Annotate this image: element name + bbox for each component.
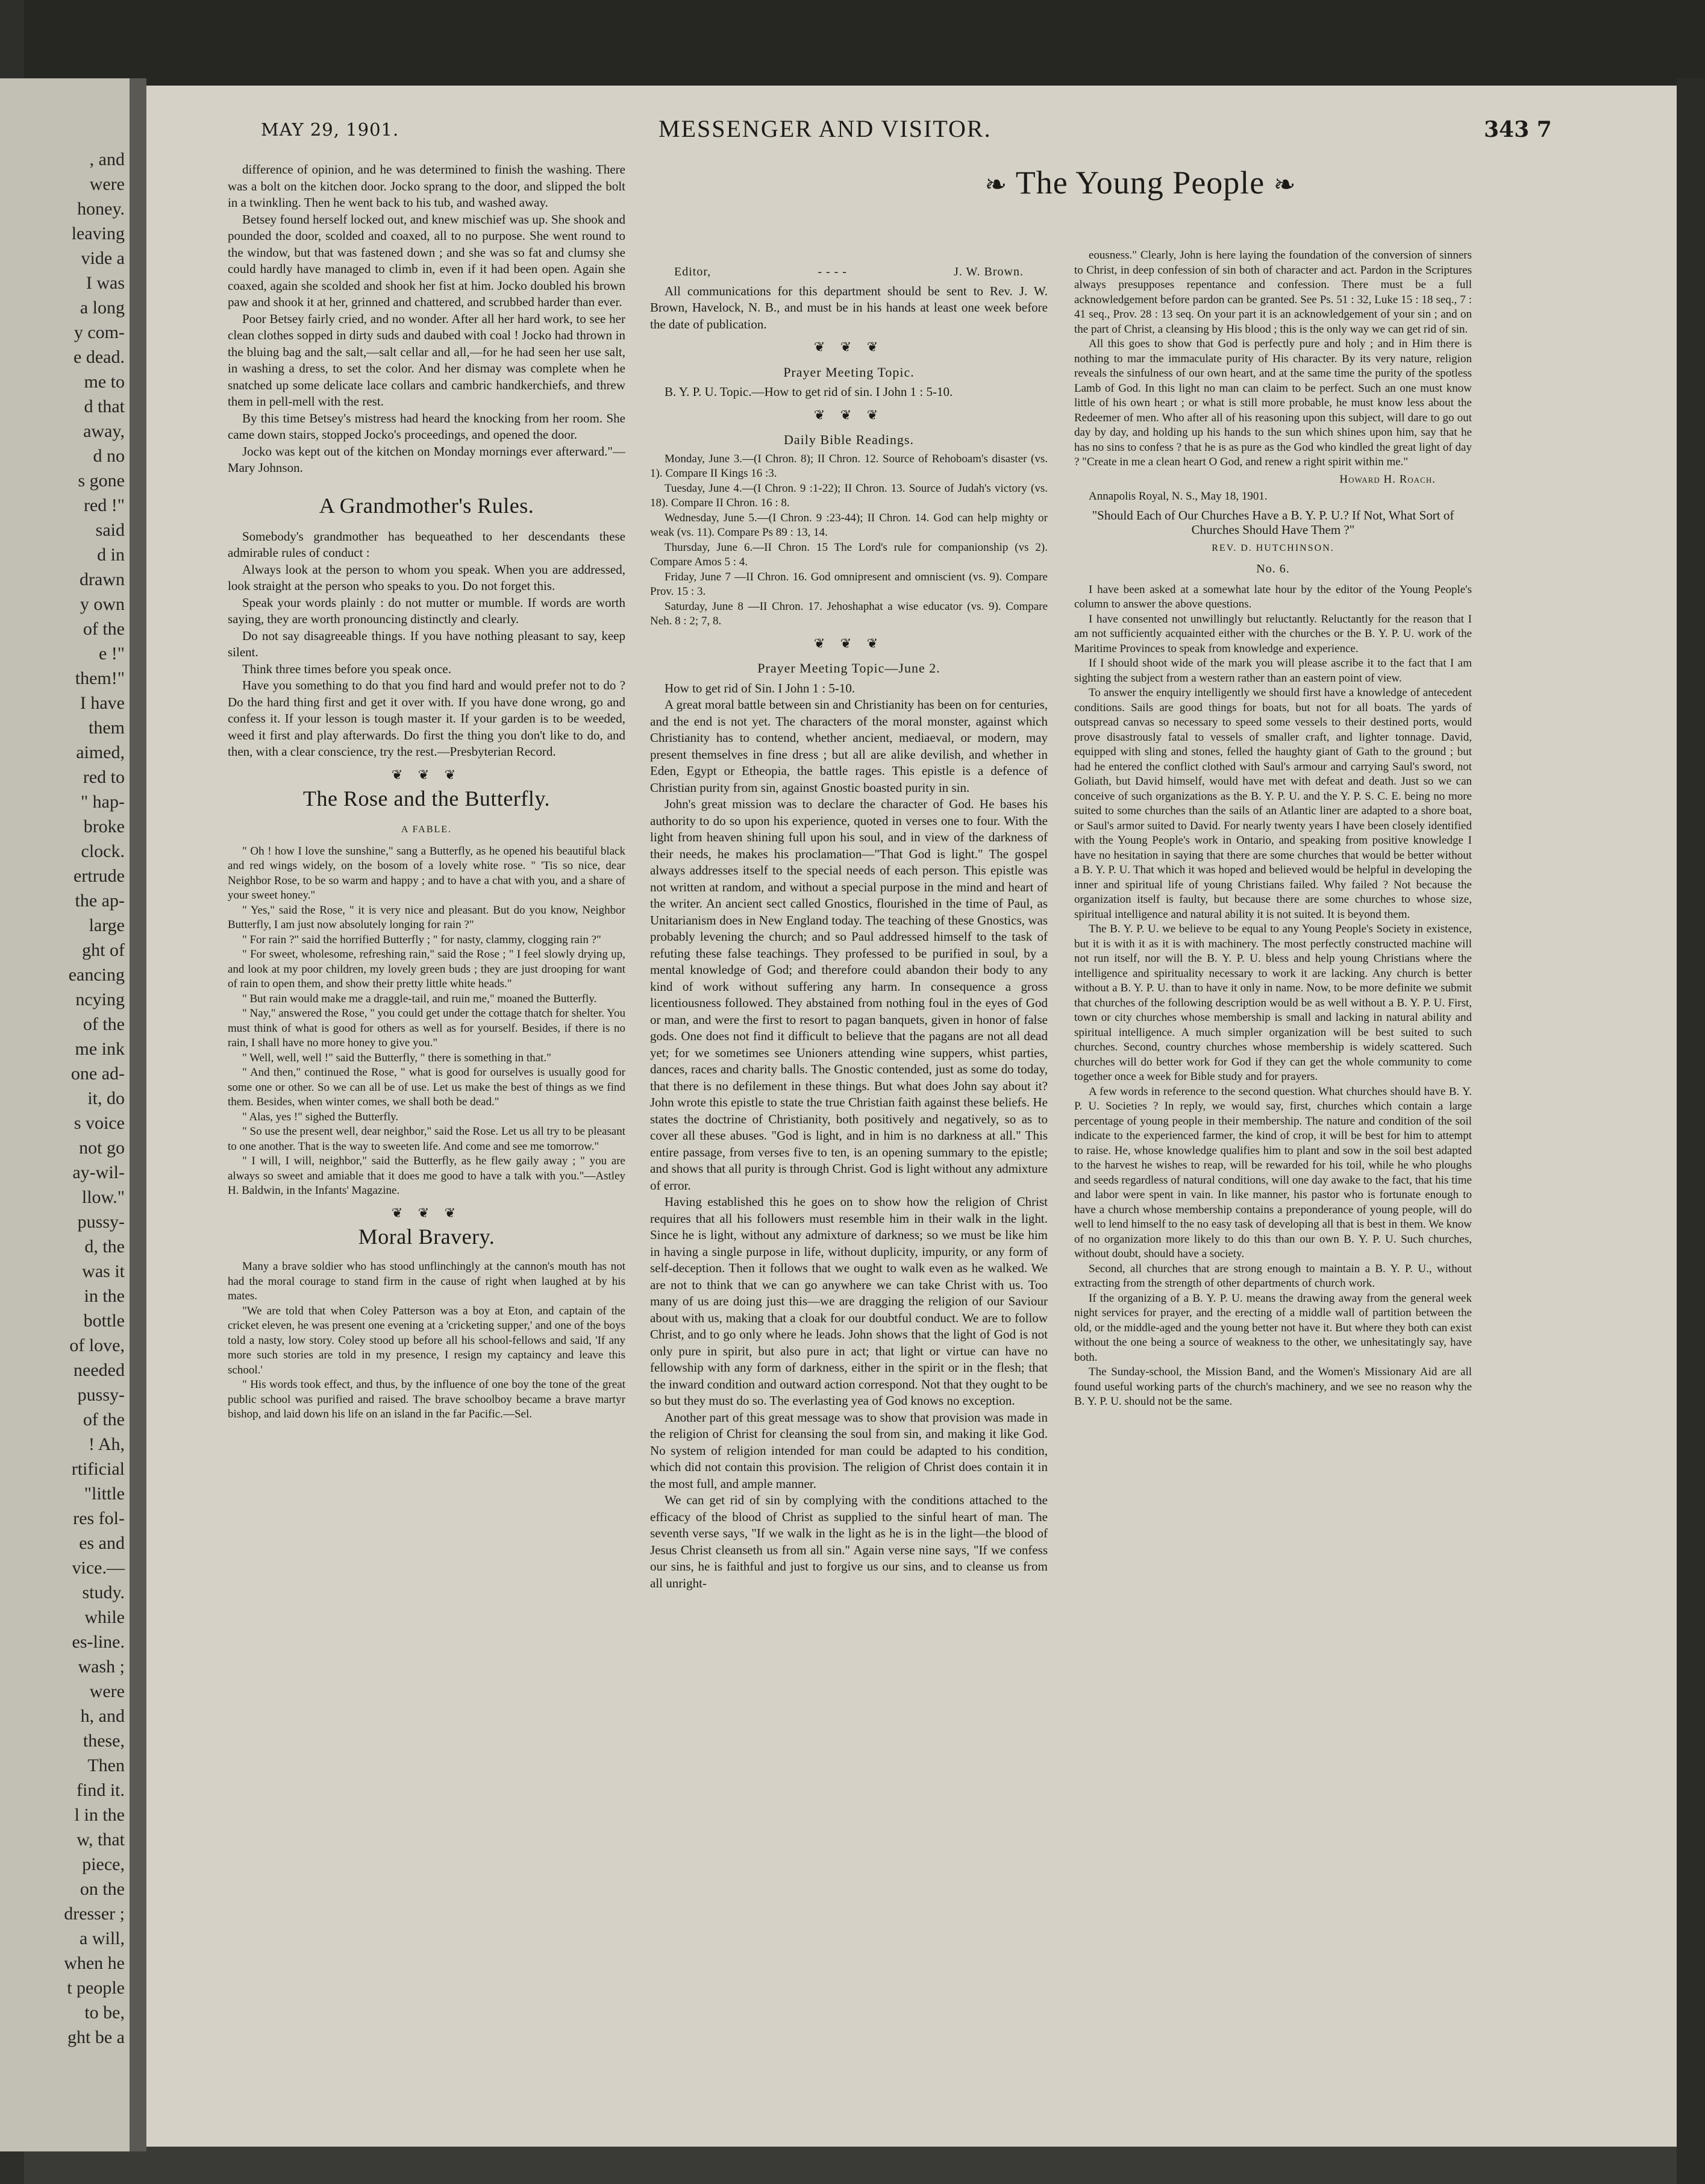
lesson-paragraph: Having established this he goes on to show how the religion of Christ requires that all his followers must resemble him in their walk in the light. Since he is light, without any admixture of darkness; so we must be like him in having a single purpose in life, without duplicity, impurity, or any form of self-deception. Then it follows that we ought to walk even as he walked. We are not to think that we can go anywhere we can take Christ with us. Too many of us are doing just this—we are dragging the religion of our Saviour about with us, making that a cloak for our doubtful conduct. We are to follow Christ, and to go only where he leads. John shows that the light of God is not only pure in spirit, but also pure in act; that light or virtue can have no fellowship with any form of darkness, either in the spirit or in the flesh; that the inward condition and outward action correspond. Not that they ought to be so but they must do so. The everlasting yea of God knows no exception. xyxy=(650,1194,1048,1408)
prev-page-line: away, xyxy=(83,421,125,441)
dateline: Annapolis Royal, N. S., May 18, 1901. xyxy=(1089,490,1268,503)
prev-page-line: of the xyxy=(83,1410,125,1429)
column-1 xyxy=(228,162,625,1422)
prev-page-line: s voice xyxy=(74,1113,125,1133)
prev-page-line: wash ; xyxy=(78,1657,125,1677)
prev-page-line: it, do xyxy=(87,1088,125,1108)
prev-page-line: d no xyxy=(93,446,125,466)
prev-page-line: a long xyxy=(80,298,125,318)
lesson-paragraph: John's great mission was to declare the character of God. He bases his authority to do so upon his experience, quoted in verses one to four. With the light from heaven shining full upon his soul, and in view of the darkness of their needs, he makes his proclamation—"That God is light." The gospel always addresses itself to the special needs of each person. This epistle was not written at random, and without a special purpose in the mind and heart of the writer. An ancient sect called Gnostics, flourished in the time of Paul, as Unitarianism does in New England today. The teaching of these Gnostics, was probably levening the church; and so Paul addressed himself to the task of refuting these false teachings. They professed to be purified in soul, by a mental knowledge of God; and therefore could abandon their body to any kind of work without suffering any harm. In consequence a gross licentiousness followed. They abstained from nothing foul in the eyes of God or man, and were the first to resort to pagan banquets, given in honor of false gods. One does not find it difficult to believe that the pagans are not all dead yet; for we sometimes see Unioners attending wine suppers, whist parties, dances, races and charity balls. The Gnostic contended, just as some do today, that there is no defilement in these things. But what does John say about it? John wrote this epistle to state the true Christian faith against these beliefs. He states the doctrine of Christianity, both positively and negatively, so as to cover all these abuses. "God is light, and in him is no darkness at all." This entire passage, from verses five to ten, is an opening summary to the epistle; and shows that all purity is through Christ. God is light without any admixture of error. xyxy=(650,797,1048,1193)
ornament-divider: ❦ ❦ ❦ xyxy=(813,407,884,422)
prev-page-line: es and xyxy=(79,1533,125,1553)
prev-page-line: find it. xyxy=(77,1780,125,1800)
prev-page-line: study. xyxy=(82,1583,125,1602)
ornament-divider: ❦ ❦ ❦ xyxy=(391,767,462,782)
section-title-text: The Young People xyxy=(1015,165,1265,201)
running-head xyxy=(146,115,1677,151)
prev-page-line: red to xyxy=(83,767,125,787)
article-paragraph: I have been asked at a somewhat late hour by the editor of the Young People's column to answer the above questions. xyxy=(1074,583,1472,610)
column-3 xyxy=(1074,248,1472,1410)
prev-page-line: on the xyxy=(80,1879,125,1899)
prev-page-line: these, xyxy=(83,1731,125,1751)
scan-border-right xyxy=(1677,78,1705,2184)
bible-reading-entry: Monday, June 3.—(I Chron. 8); II Chron. 12. Source of Rehoboam's disaster (vs. 1). Compare II Kings 16 :3. xyxy=(650,452,1048,480)
article-paragraph: To answer the enquiry intelligently we should first have a knowledge of antecedent conditions. Sails are good things for boats, but not for all boats. The yards of outspread canvas so necessary to speed some vessels to their destined ports, would prove disastrously fatal to vessels of smaller craft, and lighter tonnage. David, equipped with sling and stones, felled the haughty giant of Gath to the ground ; but had he entered the conflict clothed with Saul's armour and carrying Saul's sword, not Goliath, but David himself, would have met with defeat and death. Just so we can conceive of such organizations as the B. Y. P. U. and the Y. P. S. C. E. being no more suited to some churches than the sails of an Atlantic liner are adapted to a shore boat, or Saul's armor suited to David. For nearly twenty years I have been closely identified with the Young People's work in Ontario, and speaking from positive knowledge I have no hesitation in saying that there are some churches that would be better without a B. Y. P. U. That which it was hoped and believed would be helpful in developing the inner and spiritual life of young Christians failed. Why failed ? Not because the organization itself is faulty, but because there are some churches to whose size, spiritual intelligence and natural ability it is not suited. It is beyond them. xyxy=(1074,686,1472,921)
prev-page-line: e dead. xyxy=(74,347,125,367)
grandmother-paragraph: Always look at the person to whom you speak. When you are addressed, look straight at the person who speaks to you. Do not forget this. xyxy=(228,562,625,593)
prev-page-line: a will, xyxy=(80,1928,125,1948)
topic-text: B. Y. P. U. Topic.—How to get rid of sin. I John 1 : 5-10. xyxy=(665,384,953,399)
prev-page-line: vice.— xyxy=(72,1558,125,1578)
scan-border-top xyxy=(0,0,1705,90)
communications-note: All communications for this department should be sent to Rev. J. W. Brown, Havelock, N. B., and must be in his hands at least one week before the date of publication. xyxy=(650,283,1048,331)
bible-reading-entry: Thursday, June 6.—II Chron. 15 The Lord's rule for companionship (vs 2). Compare Amos 5 : 4. xyxy=(650,541,1048,568)
grandmother-paragraph: Speak your words plainly : do not mutter or mumble. If words are worth saying, they are worth pronouncing distinctly and clearly. xyxy=(228,595,625,626)
lesson-paragraph: Another part of this great message was to show that provision was made in the religion of Christ for cleansing the soul from sin, and making it like God. No system of religion intended for man could be adapted to his condition, which did not contain this provision. The religion of Christ does contain it in the most full, and ample manner. xyxy=(650,1410,1048,1491)
prev-page-line: h, and xyxy=(80,1706,125,1726)
fable-paragraph: " Nay," answered the Rose, " you could get under the cottage thatch for shelter. You must think of what is good for others as well as for yourself. Besides, if there is no rain, I shall have no more honey to give you." xyxy=(228,1007,625,1049)
prev-page-line: w, that xyxy=(77,1830,125,1850)
editor-label: Editor, xyxy=(674,265,712,278)
article-paragraph: If the organizing of a B. Y. P. U. means the drawing away from the general week night services for prayer, and the erecting of a middle wall of partition between the old, or the middle-aged and the young better not have it. But where they both can exist without the one being a source of weakness to the other, we unhesitatingly say, have both. xyxy=(1074,1291,1472,1364)
prev-page-line: y own xyxy=(80,594,125,614)
prev-page-line: e !" xyxy=(98,644,125,664)
ornament-divider: ❦ ❦ ❦ xyxy=(813,339,884,354)
prev-page-line: in the xyxy=(84,1286,125,1306)
editor-name: J. W. Brown. xyxy=(954,265,1024,278)
prev-page-line: t people xyxy=(67,1978,125,1998)
fable-paragraph: " And then," continued the Rose, " what is good for ourselves is usually good for some one or other. So we can all be of use. Let us make the best of things as we find them. Besides, when winter comes, we shall both be dead." xyxy=(228,1066,625,1108)
fable-paragraph: " But rain would make me a draggle-tail, and ruin me," moaned the Butterfly. xyxy=(242,992,597,1005)
prev-page-line: piece, xyxy=(82,1854,125,1874)
prev-page-line: needed xyxy=(74,1360,125,1380)
prev-page-line: , and xyxy=(89,149,125,169)
prev-page-line: to be, xyxy=(84,2003,125,2022)
readings-heading: Daily Bible Readings. xyxy=(784,432,914,447)
prev-page-line: broke xyxy=(83,817,125,836)
article-paragraph: Second, all churches that are strong enough to maintain a B. Y. P. U., without extracting from the strength of other departments of church work. xyxy=(1074,1262,1472,1290)
prev-page-line: large xyxy=(89,915,125,935)
moral-heading: Moral Bravery. xyxy=(358,1225,495,1249)
topic-heading: Prayer Meeting Topic. xyxy=(783,364,915,380)
prev-page-line: d, the xyxy=(84,1237,125,1257)
prev-page-line: leaving xyxy=(71,224,125,243)
prev-page-line: pussy- xyxy=(77,1212,125,1232)
prev-page-line: while xyxy=(84,1607,125,1627)
prev-page-line: of the xyxy=(83,619,125,639)
prev-page-line: of the xyxy=(83,1014,125,1034)
fable-paragraph: " For rain ?" said the horrified Butterfly ; " for nasty, clammy, clogging rain ?" xyxy=(242,933,601,946)
article-paragraph: A few words in reference to the second question. What churches should have B. Y. P. U. Societies ? In reply, we would say, first, churches which contain a large percentage of young people in their membership. The nature and condition of the soil indicate to the experienced farmer, the kind of crop, it will be best for him to attempt to raise. He, whose knowledge qualifies him to plant and sow in the soil best adapted to the harvest he wishes to reap, will be rewarded for his toil, while he who ploughs and seeds regardless of natural conditions, will one day awake to the fact, that his time and labor were spent in vain. In like manner, his pastor who is fortunate enough to have a church whose membership contains a preponderance of young people, will do well to lend himself to the no easy task of developing all that is best in them. We know of no organization more likely to do this than our own B. Y. P. U. Such churches, without doubt, should have a society. xyxy=(1074,1085,1472,1260)
topic2-heading: Prayer Meeting Topic—June 2. xyxy=(757,661,940,676)
fleuron-left-icon: ❧ xyxy=(984,170,1008,199)
prev-page-line: llow." xyxy=(81,1187,125,1207)
prev-page-line: ! Ah, xyxy=(89,1434,125,1454)
section-title xyxy=(936,164,1345,201)
prev-page-line: were xyxy=(89,174,125,194)
fable-paragraph: " Yes," said the Rose, " it is very nice and pleasant. But do you know, Neighbor Butterfly, I am just now absolutely longing for rain ?" xyxy=(228,903,625,931)
fable-paragraph: " Well, well, well !" said the Butterfly, " there is something in that." xyxy=(242,1051,551,1064)
article-author: REV. D. HUTCHINSON. xyxy=(1212,542,1334,553)
prev-page-line: d that xyxy=(84,397,125,416)
bible-reading-entry: Wednesday, June 5.—(I Chron. 9 :23-44); II Chron. 14. God can help mighty or weak (vs. 11). Compare Ps 89 : 13, 14. xyxy=(650,511,1048,539)
fable-paragraph: " So use the present well, dear neighbor," said the Rose. Let us all try to be pleasant to one another. That is the way to sweeten life. And come and see me tomorrow." xyxy=(228,1125,625,1153)
rose-subheading: A FABLE. xyxy=(401,824,452,835)
fable-paragraph: " Oh ! how I love the sunshine," sang a Butterfly, as he opened his beautiful black and red wings widely, on the bosom of a lovely white rose. " 'Tis so nice, dear Neighbor Rose, to be so warm and happy ; and to have a chat with you, and a share of your sweet honey." xyxy=(228,844,625,902)
prev-page-line: drawn xyxy=(80,570,125,589)
rose-heading: The Rose and the Butterfly. xyxy=(302,786,551,811)
prev-page-line: aimed, xyxy=(76,742,125,762)
grandmother-paragraph: Have you something to do that you find hard and would prefer not to do ? Do the hard thing first and get it over with. If you have done wrong, go and confess it. If your lesson is tough master it. If your garden is to be weeded, weed it first and play afterwards. Do first the thing you don't like to do, and then, with a clear conscience, try the rest.—Presbyterian Record. xyxy=(228,678,625,759)
prev-page-line: them xyxy=(89,718,125,738)
story-paragraph: Betsey found herself locked out, and knew mischief was up. She shook and pounded the door, scolded and coaxed, all to no purpose. She went round to the window, but that was fastened down ; and she was so fat and clumsy she could hardly have managed to climb in, even if it had been open. Again she coaxed, again she scolded and shook her fist at him. Jocko doubled his brown paw and shook it at her, grinned and chattered, and scrubbed harder than ever. xyxy=(228,212,625,309)
prev-page-line: ght of xyxy=(82,940,125,960)
prev-page-line: was it xyxy=(82,1261,125,1281)
prev-page-line: red !" xyxy=(83,495,125,515)
bible-reading-entry: Friday, June 7 —II Chron. 16. God omnipresent and omniscient (vs. 9). Compare Prov. 15 : 3. xyxy=(650,570,1048,598)
fable-paragraph: " I will, I will, neighbor," said the Butterfly, as he flew gaily away ; " you are always so sweet and amiable that it does me good to have a talk with you."—Astley H. Baldwin, in the Infants' Magazine. xyxy=(228,1155,625,1197)
prev-page-line: Then xyxy=(87,1756,125,1775)
fable-paragraph: " Alas, yes !" sighed the Butterfly. xyxy=(242,1110,399,1123)
article-paragraph: The Sunday-school, the Mission Band, and the Women's Missionary Aid are all found useful working parts of the church's machinery, and we see no reason why the B. Y. P. U. should not be the same. xyxy=(1074,1366,1472,1408)
prev-page-line: the ap- xyxy=(75,891,125,911)
page-number: 343 7 xyxy=(1484,117,1552,142)
prev-page-line: y com- xyxy=(74,322,125,342)
column-2 xyxy=(650,264,1048,1592)
lesson-paragraph: A great moral battle between sin and Christianity has been on for centuries, and the end is not yet. The characters of the moral monster, against which Christianity has to contend, whether ancient, mediaeval, or modern, may present themselves in fine dress ; but all are alike devilish, and whether in Eden, Egypt or Etheopia, the battle rages. This epistle is a defence of Christian purity from sin, against Gnostic boasted purity in sin. xyxy=(650,697,1048,795)
prev-page-line: es-line. xyxy=(72,1632,125,1652)
question-heading: "Should Each of Our Churches Have a B. Y. P. U.? If Not, What Sort of Churches Should Have Them ?" xyxy=(1092,507,1454,537)
story-paragraph: Poor Betsey fairly cried, and no wonder. After all her hard work, to see her clean clothes sopped in dirty suds and daubed with coal ! Jocko had thrown in the bluing bag and the salt,—salt cellar and all,—for he had seen her use salt, in washing a dress, to set the color. And her dismay was complete when he snatched up some delicate lace collars and cambric handkerchiefs, and threw them in pell-mell with the rest. xyxy=(228,311,625,409)
ornament-divider: ❦ ❦ ❦ xyxy=(813,635,884,651)
prev-page-line: ncying xyxy=(75,990,125,1009)
masthead: MESSENGER AND VISITOR. xyxy=(659,115,992,142)
grandmother-paragraph: Somebody's grandmother has bequeathed to her descendants these admirable rules of conduct : xyxy=(228,529,625,560)
prev-page-line: said xyxy=(95,520,125,540)
prev-page-line: them!" xyxy=(75,668,125,688)
story-paragraph: Jocko was kept out of the kitchen on Monday mornings ever afterward."—Mary Johnson. xyxy=(228,444,625,475)
prev-page-line: s gone xyxy=(78,471,125,491)
prev-page-line: l in the xyxy=(74,1805,125,1825)
prev-page-line: honey. xyxy=(77,199,125,219)
prev-page-line: ay-wil- xyxy=(72,1163,125,1182)
editor-dashes: - - - - xyxy=(818,265,847,278)
moral-paragraph: "We are told that when Coley Patterson was a boy at Eton, and captain of the cricket eleven, he was present one evening at a 'cricketing supper,' and one of the boys told a nasty, low story. Coley stood up before all his school-fellows and said, 'If any more such stories are told in my presence, I resign my captaincy and leave this school.' xyxy=(228,1304,625,1376)
signature: Howard H. Roach. xyxy=(1339,472,1436,486)
prev-page-line: clock. xyxy=(81,841,125,861)
article-paragraph: The B. Y. P. U. we believe to be equal to any Young People's Society in existence, but it is with it as it is with machinery. The most perfectly constructed machine will not run itself, nor will the B. Y. P. U. bless and help young Christians where the intelligence and spirituality necessary to work it are lacking. Any church is better without a B. Y. P. U. than to have it only in name. Now, to be more definite we submit that churches of the following description would be as well without a B. Y. P. U. First, town or city churches whose membership is small and lacking in natural ability and spiritual intelligence. A much simpler organization will be best suited to such churches. Second, country churches whose membership is widely scattered. Such churches will do better work for God if they can get the whole community to come together once a week for Bible study and for prayers. xyxy=(1074,923,1472,1083)
fleuron-right-icon: ❧ xyxy=(1273,170,1297,199)
prev-page-line: dresser ; xyxy=(64,1904,125,1924)
prev-page-line: were xyxy=(89,1681,125,1701)
issue-date: MAY 29, 1901. xyxy=(261,119,399,140)
prev-page-line: res fol- xyxy=(73,1508,125,1528)
editor-line xyxy=(650,264,1048,281)
story-paragraph: By this time Betsey's mistress had heard the knocking from her room. She came down stairs, stopped Jocko's proceedings, and opened the door. xyxy=(228,410,625,442)
prev-page-line: vide a xyxy=(81,248,125,268)
grandmother-paragraph: Think three times before you speak once. xyxy=(242,661,451,676)
ornament-divider: ❦ ❦ ❦ xyxy=(391,1205,462,1220)
newspaper-page xyxy=(146,86,1677,2147)
prev-page-line: me ink xyxy=(75,1039,125,1059)
moral-paragraph: Many a brave soldier who has stood unflinchingly at the cannon's mouth has not had the moral courage to stand firm in the cause of right when laughed at by his mates. xyxy=(228,1260,625,1302)
prev-page-line: ertrude xyxy=(74,866,125,886)
prev-page-line: "little xyxy=(84,1484,125,1504)
prev-page-line: rtificial xyxy=(71,1459,125,1479)
fable-paragraph: " For sweet, wholesome, refreshing rain," said the Rose ; " I feel slowly drying up, and look at my poor children, my lovely green buds ; they are just drooping for want of rain to open them, and show their pretty little white heads." xyxy=(228,948,625,990)
prev-page-line: eancing xyxy=(68,965,125,985)
prev-page-line: not go xyxy=(79,1138,125,1158)
previous-page-fragment xyxy=(0,78,130,2151)
prev-page-line: pussy- xyxy=(77,1385,125,1405)
prev-page-line: bottle xyxy=(83,1311,125,1331)
article-number: No. 6. xyxy=(1256,562,1290,576)
prev-page-line: me to xyxy=(84,372,125,392)
moral-paragraph: " His words took effect, and thus, by the influence of one boy the tone of the great public school was purified and raised. The brave schoolboy became a brave martyr bishop, and laid down his life on an island in the far Pacific.—Sel. xyxy=(228,1378,625,1420)
grandmother-heading: A Grandmother's Rules. xyxy=(319,493,534,518)
prev-page-line: d in xyxy=(97,545,125,565)
bible-reading-entry: Tuesday, June 4.—(I Chron. 9 :1-22); II Chron. 13. Source of Judah's victory (vs. 18). Compare II Chron. 16 : 8. xyxy=(650,482,1048,509)
prev-page-line: I was xyxy=(86,273,125,293)
article-paragraph: If I should shoot wide of the mark you will please ascribe it to the fact that I am sighting the subject from a western rather than an eastern point of view. xyxy=(1074,657,1472,685)
lesson-paragraph: We can get rid of sin by complying with the conditions attached to the efficacy of the blood of Christ as supplied to the sinful heart of man. The seventh verse says, "If we walk in the light as he is in the light—the blood of Jesus Christ cleanseth us from all sin." Again verse nine says, "If we confess our sins, he is faithful and just to forgive us our sins, and to cleanse us from all unright- xyxy=(650,1493,1048,1590)
binding-gutter xyxy=(130,78,146,2151)
lesson-paragraph: eousness." Clearly, John is here laying the foundation of the conversion of sinners to Christ, in deep confession of sin both of character and act. Pardon in the Scriptures always presupposes repentance and confession. There must be a full acknowledgement before pardon can be granted. See Ps. 51 : 32, Luke 15 : 18 seq., 7 : 41 seq., Prov. 28 : 13 seq. On your part it is an acknowledgement of your sin ; and on the part of Christ, a cleansing by His blood ; this is the only way we can get rid of sin. xyxy=(1074,249,1472,336)
article-paragraph: I have consented not unwillingly but reluctantly. Reluctantly for the reason that I am not sufficiently acquainted either with the churches or the B. Y. P. U. work of the Maritime Provinces to speak from knowledge and experience. xyxy=(1074,612,1472,655)
topic2-text: How to get rid of Sin. I John 1 : 5-10. xyxy=(665,680,856,695)
prev-page-line: " hap- xyxy=(80,792,125,812)
story-paragraph: difference of opinion, and he was determined to finish the washing. There was a bolt on the kitchen door. Jocko sprang to the door, and slipped the bolt in a twinkling. Then he went back to his tub, and washed away. xyxy=(228,162,625,210)
lesson-paragraph: All this goes to show that God is perfectly pure and holy ; and in Him there is nothing to mar the immaculate purity of His character. By its very nature, religion reveals the sinfulness of our own heart, and at the same time the purity of the spotless Lamb of God. In this light no man can claim to be perfect. Such an one must know little of his own heart ; or what is still more probable, he must know less about the Redeemer of men. Who after all of his reasoning upon this subject, will dare to go out day by day, and holding up his hands to the sun which shines upon him, say that he has no sins to confess ? that he is as pure as the God who kindled the great light of day ? "Create in me a clean heart O God, and renew a right spirit within me." xyxy=(1074,337,1472,468)
grandmother-paragraph: Do not say disagreeable things. If you have nothing pleasant to say, keep silent. xyxy=(228,628,625,659)
bible-reading-entry: Saturday, June 8 —II Chron. 17. Jehoshaphat a wise educator (vs. 9). Compare Neh. 8 : 2; 7, 8. xyxy=(650,600,1048,627)
prev-page-line: one ad- xyxy=(70,1064,125,1084)
prev-page-line: I have xyxy=(80,693,125,713)
prev-page-line: ght be a xyxy=(67,2027,125,2047)
prev-page-line: of love, xyxy=(69,1335,125,1355)
prev-page-line: when he xyxy=(64,1953,125,1973)
